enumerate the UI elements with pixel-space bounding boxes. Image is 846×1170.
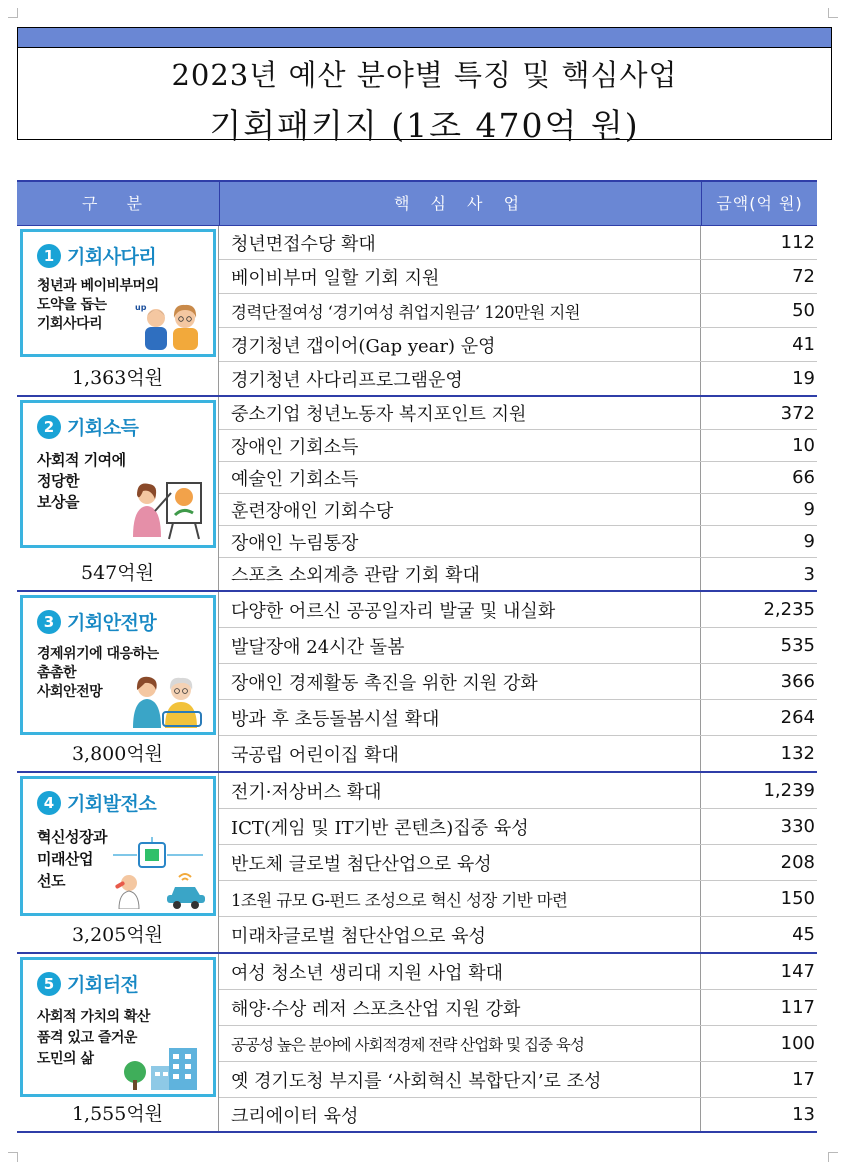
table-row (219, 328, 817, 362)
amount-cell: 535 (780, 635, 815, 656)
project-cell: 크리에이터 육성 (219, 1098, 701, 1131)
people-illustration-icon (133, 298, 207, 350)
amount-cell: 45 (792, 924, 815, 945)
project-cell: 방과 후 초등돌봄시설 확대 (219, 700, 701, 735)
group-category-cell (17, 773, 219, 952)
project-cell: 경력단절여성 ‘경기여성 취업지원금’ 120만원 지원 (219, 294, 701, 327)
table-row (219, 494, 817, 526)
project-cell: 여성 청소년 생리대 지원 사업 확대 (219, 954, 701, 989)
table-row (219, 881, 817, 917)
table-row (219, 526, 817, 558)
amount-cell: 50 (792, 300, 815, 321)
amount-cell: 41 (792, 334, 815, 355)
amount-cell: 3 (803, 563, 815, 585)
group-subtitle: 사회적 기여에 정당한 보상을 (37, 451, 126, 511)
group-number-badge: 4 (37, 791, 61, 815)
table-group (17, 773, 817, 954)
page-subtitle: 기회패키지 (1조 470억 원) (209, 106, 640, 145)
amount-cell: 1,239 (763, 780, 815, 801)
amount-cell: 117 (780, 997, 815, 1018)
table-row (219, 397, 817, 430)
group-number-badge: 3 (37, 610, 61, 634)
table-group (17, 397, 817, 592)
amount-cell: 132 (780, 743, 815, 764)
page-corner-mark (828, 1152, 838, 1162)
group-number-badge: 2 (37, 415, 61, 439)
caregiver-illustration-icon (127, 672, 207, 728)
page-corner-mark (8, 1152, 18, 1162)
table-row (219, 917, 817, 952)
group-subtitle: 청년과 베이비부머의 도약을 돕는 기회사다리 (37, 278, 159, 332)
project-cell: 베이비부머 일할 기회 지원 (219, 260, 701, 293)
project-cell: 장애인 누림통장 (219, 526, 701, 557)
budget-table (17, 180, 817, 1133)
table-row (219, 845, 817, 881)
table-row (219, 592, 817, 628)
project-cell: 청년면접수당 확대 (219, 226, 701, 259)
category-card (20, 957, 216, 1097)
project-cell: 국공립 어린이집 확대 (219, 736, 701, 771)
table-row (219, 260, 817, 294)
group-title: 기회터전 (67, 974, 139, 996)
project-cell: 해양·수상 레저 스포츠산업 지원 강화 (219, 990, 701, 1025)
group-total: 3,205억원 (71, 924, 164, 946)
table-row (219, 362, 817, 395)
amount-cell: 372 (780, 402, 815, 424)
table-row (219, 558, 817, 590)
table-row (219, 954, 817, 990)
amount-cell: 150 (780, 888, 815, 909)
group-total: 3,800억원 (71, 743, 164, 765)
group-category-cell (17, 226, 219, 395)
group-subtitle: 경제위기에 대응하는 촘촘한 사회안전망 (37, 646, 159, 700)
amount-cell: 330 (780, 816, 815, 837)
project-cell: ICT(게임 및 IT기반 콘텐츠)집중 육성 (219, 809, 701, 844)
table-row (219, 664, 817, 700)
category-card (20, 400, 216, 548)
group-category-cell (17, 397, 219, 590)
project-cell: 다양한 어르신 공공일자리 발굴 및 내실화 (219, 592, 701, 627)
group-category-cell (17, 592, 219, 771)
painter-illustration-icon (125, 479, 207, 541)
project-cell: 미래차글로벌 첨단산업으로 육성 (219, 917, 701, 952)
project-cell: 옛 경기도청 부지를 ‘사회혁신 복합단지’로 조성 (219, 1062, 701, 1097)
table-row (219, 1026, 817, 1062)
amount-cell: 112 (780, 232, 815, 253)
table-row (219, 990, 817, 1026)
project-cell: 경기청년 사다리프로그램운영 (219, 362, 701, 395)
project-cell: 중소기업 청년노동자 복지포인트 지원 (219, 397, 701, 429)
page-corner-mark (8, 8, 18, 18)
amount-cell: 366 (780, 671, 815, 692)
table-row (219, 1098, 817, 1131)
group-number-badge: 5 (37, 972, 61, 996)
page-corner-mark (828, 8, 838, 18)
page-title: 2023년 예산 분야별 특징 및 핵심사업 (171, 58, 678, 92)
project-cell: 경기청년 갭이어(Gap year) 운영 (219, 328, 701, 361)
table-row (219, 700, 817, 736)
group-subtitle: 혁신성장과 미래산업 선도 (37, 828, 107, 890)
group-title: 기회안전망 (67, 612, 157, 634)
title-box (17, 27, 832, 145)
amount-cell: 9 (803, 531, 815, 552)
amount-cell: 13 (792, 1104, 815, 1125)
header-category: 구 분 (82, 194, 154, 213)
table-row (219, 1062, 817, 1098)
group-total: 1,363억원 (71, 367, 164, 389)
amount-cell: 264 (780, 707, 815, 728)
project-cell: 전기·저상버스 확대 (219, 773, 701, 808)
amount-cell: 100 (780, 1033, 815, 1054)
group-title: 기회발전소 (67, 793, 157, 815)
svg-text:up: up (135, 303, 147, 312)
amount-cell: 17 (792, 1069, 815, 1090)
group-total: 547억원 (81, 562, 154, 584)
title-band (18, 28, 831, 48)
project-cell: 장애인 경제활동 촉진을 위한 지원 강화 (219, 664, 701, 699)
table-row (219, 294, 817, 328)
category-card (20, 776, 216, 916)
table-row (219, 430, 817, 462)
amount-cell: 19 (792, 368, 815, 389)
table-row (219, 462, 817, 494)
project-cell: 훈련장애인 기회수당 (219, 494, 701, 525)
chip-car-illustration-icon (111, 837, 207, 909)
buildings-illustration-icon (121, 1046, 207, 1090)
amount-cell: 9 (803, 499, 815, 520)
amount-cell: 72 (792, 266, 815, 287)
category-card (20, 229, 216, 357)
project-cell: 장애인 기회소득 (219, 430, 701, 461)
group-total: 1,555억원 (71, 1103, 164, 1125)
group-title: 기회사다리 (67, 246, 157, 268)
table-row (219, 736, 817, 771)
table-group (17, 226, 817, 397)
table-group (17, 954, 817, 1133)
table-row (219, 809, 817, 845)
header-project: 핵 심 사 업 (219, 182, 701, 226)
amount-cell: 2,235 (763, 599, 815, 620)
amount-cell: 147 (780, 961, 815, 982)
table-row (219, 226, 817, 260)
group-title: 기회소득 (67, 417, 139, 439)
table-group (17, 592, 817, 773)
table-row (219, 773, 817, 809)
group-number-badge: 1 (37, 244, 61, 268)
project-cell: 예술인 기회소득 (219, 462, 701, 493)
group-category-cell (17, 954, 219, 1131)
table-row (219, 628, 817, 664)
project-cell: 공공성 높은 분야에 사회적경제 전략 산업화 및 집중 육성 (219, 1026, 701, 1061)
project-cell: 발달장애 24시간 돌봄 (219, 628, 701, 663)
amount-cell: 66 (792, 467, 815, 488)
header-amount: 금액(억 원) (701, 182, 817, 226)
group-subtitle: 사회적 가치의 확산 품격 있고 즐거운 도민의 삶 (37, 1009, 150, 1067)
category-card (20, 595, 216, 735)
project-cell: 스포츠 소외계층 관람 기회 확대 (219, 558, 701, 590)
amount-cell: 208 (780, 852, 815, 873)
amount-cell: 10 (792, 435, 815, 456)
project-cell: 반도체 글로벌 첨단산업으로 육성 (219, 845, 701, 880)
table-header (17, 180, 817, 226)
project-cell: 1조원 규모 G-펀드 조성으로 혁신 성장 기반 마련 (219, 881, 701, 916)
